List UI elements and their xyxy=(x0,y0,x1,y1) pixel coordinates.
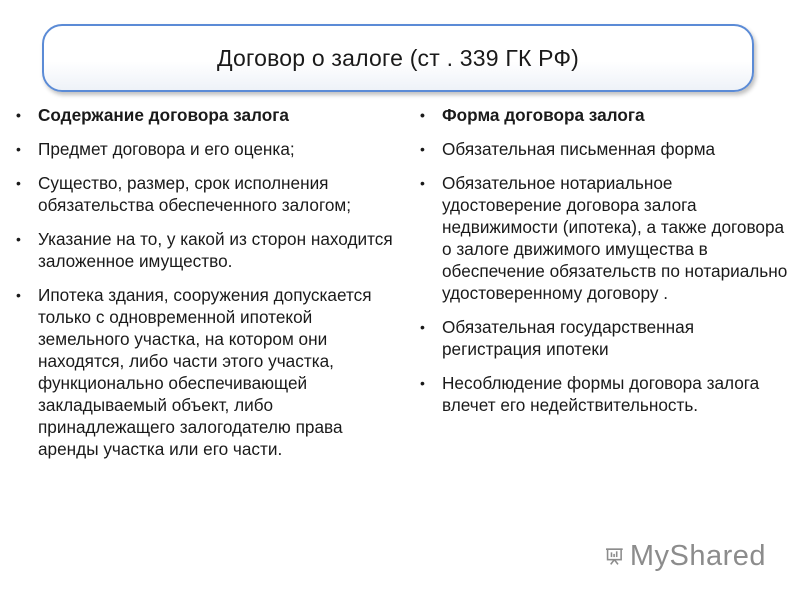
bullet-text: Содержание договора залога xyxy=(38,105,289,125)
bullet-marker: • xyxy=(420,375,425,391)
left-column-item xyxy=(14,138,394,160)
logo-text: MyShared xyxy=(629,539,766,572)
bullet-marker: • xyxy=(420,107,425,123)
bullet-text: Ипотека здания, сооружения допускается только с одновременной ипотекой земельного участка, на котором они находятся, либо части этого участка, функционально обеспечивающей закладываемый объект, либо принадлежащего залогодателю права аренды участка или его части. xyxy=(38,285,372,459)
bullet-text: Обязательное нотариальное удостоверение договора залога недвижимости (ипотека), а также договора о залоге движимого имущества в обеспечение обязательств по нотариально удостоверенному договору . xyxy=(442,173,788,303)
left-column xyxy=(14,104,394,472)
bullet-text: Существо, размер, срок исполнения обязательства обеспеченного залогом; xyxy=(38,173,351,215)
presentation-board-icon xyxy=(606,539,626,573)
left-column-item xyxy=(14,228,394,272)
bullet-marker: • xyxy=(420,141,425,157)
right-column xyxy=(418,104,790,428)
right-column-item xyxy=(418,104,790,126)
bullet-text: Указание на то, у какой из сторон находится заложенное имущество. xyxy=(38,229,393,271)
slide-title: Договор о залоге (ст . 339 ГК РФ) xyxy=(217,44,579,71)
right-column-item xyxy=(418,372,790,416)
bullet-text: Несоблюдение формы договора залога влечет его недействительность. xyxy=(442,373,760,415)
left-column-item xyxy=(14,104,394,126)
bullet-text: Форма договора залога xyxy=(442,105,645,125)
left-column-item xyxy=(14,172,394,216)
myshared-logo xyxy=(606,534,766,578)
right-bullet-list xyxy=(418,104,790,416)
bullet-marker: • xyxy=(16,175,21,191)
bullet-marker: • xyxy=(16,141,21,157)
bullet-text: Обязательная государственная регистрация ипотеки xyxy=(442,317,695,359)
right-column-item xyxy=(418,172,790,304)
title-box xyxy=(42,24,754,92)
bullet-marker: • xyxy=(420,175,425,191)
bullet-marker: • xyxy=(16,231,21,247)
right-column-item xyxy=(418,138,790,160)
right-column-item xyxy=(418,316,790,360)
bullet-marker: • xyxy=(420,319,425,335)
bullet-text: Предмет договора и его оценка; xyxy=(38,139,295,159)
left-column-item xyxy=(14,284,394,460)
bullet-text: Обязательная письменная форма xyxy=(442,139,716,159)
bullet-marker: • xyxy=(16,107,21,123)
left-bullet-list xyxy=(14,104,394,460)
bullet-marker: • xyxy=(16,287,21,303)
